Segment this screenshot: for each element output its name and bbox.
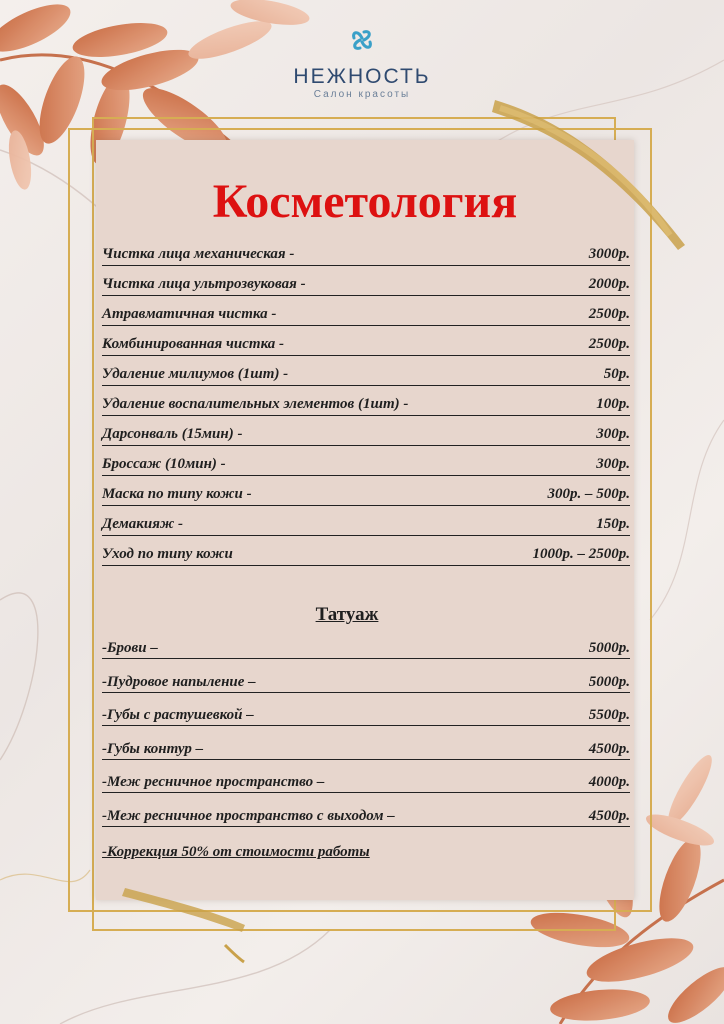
service-name: Маска по типу кожи - [102, 486, 252, 502]
service-name: Дарсонваль (15мин) - [102, 426, 243, 442]
brand-name: НЕЖНОСТЬ [293, 65, 431, 88]
service-name: Демакияж - [102, 516, 184, 532]
page-title: Косметология [212, 175, 518, 228]
price-row [102, 541, 630, 571]
service-price: 300р. – 500р. [547, 486, 630, 502]
price-row [102, 702, 630, 736]
price-row [102, 331, 630, 361]
service-name: -Брови – [102, 640, 158, 656]
service-price: 5500р. [588, 707, 630, 724]
price-row [102, 511, 630, 541]
price-row [102, 803, 630, 837]
price-row [102, 635, 630, 669]
service-name: Удаление воспалительных элементов (1шт) - [102, 396, 409, 412]
price-row [102, 421, 630, 451]
service-price: 100р. [596, 396, 630, 412]
tattoo-price-list [102, 635, 630, 837]
service-price: 5000р. [588, 673, 630, 690]
service-name: -Пудровое напыление – [102, 673, 256, 690]
service-price: 4500р. [588, 807, 630, 824]
price-row [102, 736, 630, 770]
service-price: 300р. [596, 426, 630, 442]
service-name: Броссаж (10мин) - [102, 456, 226, 472]
service-name: Атравматичная чистка - [102, 306, 277, 322]
price-row [102, 769, 630, 803]
price-row [102, 301, 630, 331]
service-price: 2500р. [588, 336, 630, 352]
service-price: 300р. [596, 456, 630, 472]
service-price: 4000р. [588, 774, 630, 791]
price-row [102, 451, 630, 481]
service-price: 150р. [596, 516, 630, 532]
service-name: Чистка лица механическая - [102, 246, 295, 262]
correction-note: -Коррекция 50% от стоимости работы [102, 844, 370, 860]
price-row [102, 241, 630, 271]
service-price: 50р. [603, 366, 630, 382]
price-row [102, 391, 630, 421]
service-price: 3000р. [588, 246, 630, 262]
price-row [102, 669, 630, 703]
service-name: Удаление милиумов (1шт) - [102, 366, 289, 382]
service-price: 4500р. [588, 740, 630, 757]
price-row [102, 361, 630, 391]
brand-subtitle: Салон красоты [313, 89, 411, 100]
service-price: 1000р. – 2500р. [532, 546, 630, 562]
service-name: -Губы контур – [102, 740, 204, 757]
service-price: 2000р. [588, 276, 630, 292]
service-name: -Губы с растушевкой – [102, 707, 254, 724]
service-price: 5000р. [588, 640, 630, 656]
service-name: Чистка лица ультрозвуковая - [102, 276, 306, 292]
service-price: 2500р. [588, 306, 630, 322]
price-row [102, 481, 630, 511]
cosmetology-price-list [102, 241, 630, 571]
service-name: -Меж ресничное пространство с выходом – [102, 807, 395, 824]
service-name: Уход по типу кожи [102, 546, 233, 562]
tattoo-section-title: Татуаж [315, 604, 379, 625]
service-name: -Меж ресничное пространство – [102, 774, 325, 791]
service-name: Комбинированная чистка - [102, 336, 285, 352]
price-row [102, 271, 630, 301]
